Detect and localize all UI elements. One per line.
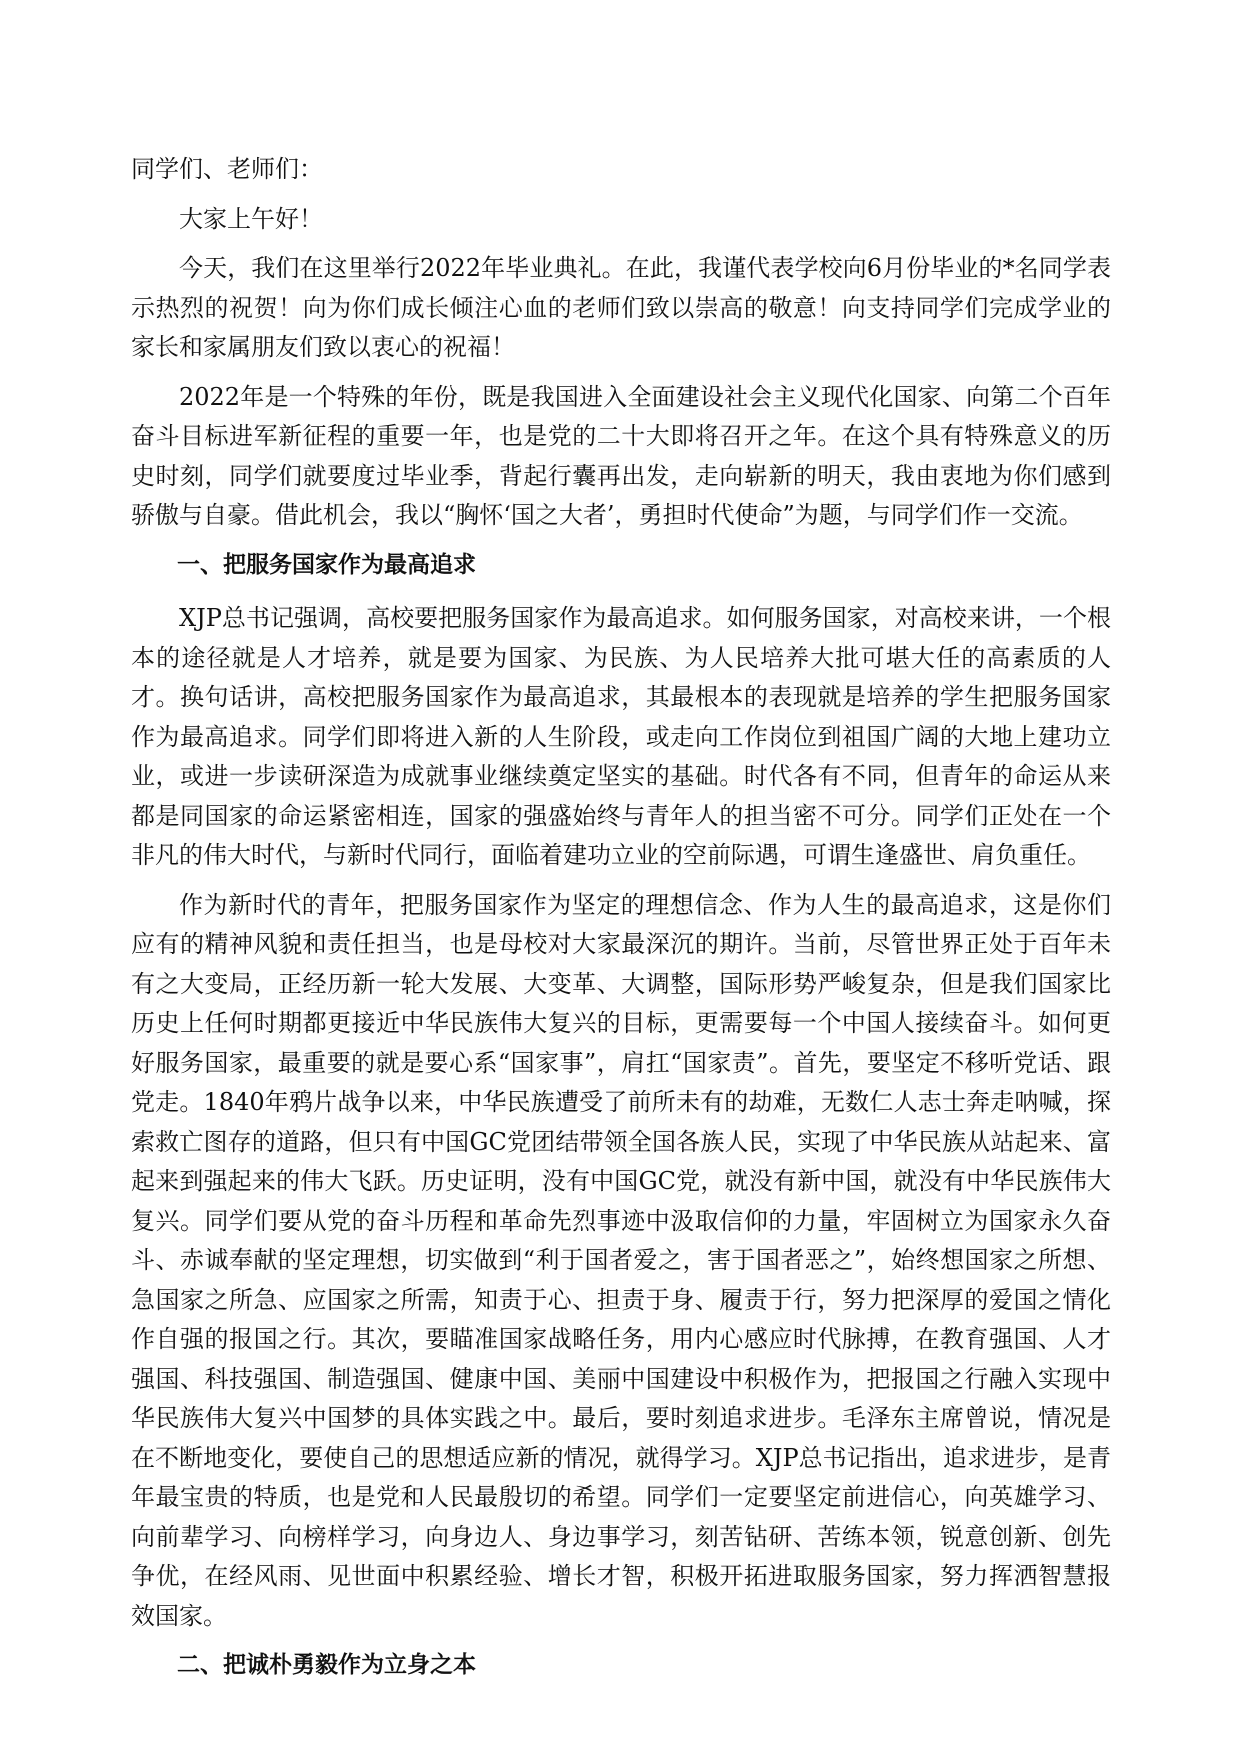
greeting: 大家上午好！ bbox=[179, 204, 323, 233]
section1-paragraph-2: 作为新时代的青年，把服务国家作为坚定的理想信念、作为人生的最高追求，这是你们应有的精神风貌和责任担当，也是母校对大家最深沉的期许。当前，尽管世界正处于百年未有之大变局，正经历新一轮大发展、大变革、大调整，国际形势严峻复杂，但是我们国家比历史上任何时期都更接近中华民族伟大复兴的目标，更需要每一个中国人接续奋斗。如何更好服务国家，最重要的就是要心系“国家事”，肩扛“国家责”。首先，要坚定不移听党话、跟党走。1840年鸦片战争以来，中华民族遭受了前所未有的劫难，无数仁人志士奔走呐喊，探索救亡图存的道路，但只有中国GC党团结带领全国各族人民，实现了中华民族从站起来、富起来到强起来的伟大飞跃。历史证明，没有中国GC党，就没有新中国，就没有中华民族伟大复兴。同学们要从党的奋斗历程和革命先烈事迹中汲取信仰的力量，牢固树立为国家永久奋斗、赤诚奉献的坚定理想，切实做到“利于国者爱之，害于国者恶之”，始终想国家之所想、急国家之所急、应国家之所需，知责于心、担责于身、履责于行，努力把深厚的爱国之情化作自强的报国之行。其次，要瞄准国家战略任务，用内心感应时代脉搏，在教育强国、人才强国、科技强国、制造强国、健康中国、美丽中国建设中积极作为，把报国之行融入实现中华民族伟大复兴中国梦的具体实践之中。最后，要时刻追求进步。毛泽东主席曾说，情况是在不断地变化，要使自己的思想适应新的情况，就得学习。XJP总书记指出，追求进步，是青年最宝贵的特质，也是党和人民最殷切的希望。同学们一定要坚定前进信心，向英雄学习、向前辈学习、向榜样学习，向身边人、身边事学习，刻苦钻研、苦练本领，锐意创新、创先争优，在经风雨、见世面中积累经验、增长才智，积极开拓进取服务国家，努力挥洒智慧报效国家。 bbox=[131, 890, 1111, 1630]
section-heading-1: 一、把服务国家作为最高追求 bbox=[177, 551, 476, 578]
paragraph-opening: 今天，我们在这里举行2022年毕业典礼。在此，我谨代表学校向6月份毕业的*名同学表示热烈的祝贺！向为你们成长倾注心血的老师们致以崇高的敬意！向支持同学们完成学业的家长和家属朋友们致以衷心的祝福！ bbox=[131, 254, 1111, 361]
section-heading-2: 二、把诚朴勇毅作为立身之本 bbox=[177, 1652, 476, 1678]
section1-paragraph-1: XJP总书记强调，高校要把服务国家作为最高追求。如何服务国家，对高校来讲，一个根本的途径就是人才培养，就是要为国家、为民族、为人民培养大批可堪大任的高素质的人才。换句话讲，高校把服务国家作为最高追求，其最根本的表现就是培养的学生把服务国家作为最高追求。同学们即将进入新的人生阶段，或走向工作岗位到祖国广阔的大地上建功立业，或进一步读研深造为成就事业继续奠定坚实的基础。时代各有不同，但青年的命运从来都是同国家的命运紧密相连，国家的强盛始终与青年人的担当密不可分。同学们正处在一个非凡的伟大时代，与新时代同行，面临着建功立业的空前际遇，可谓生逢盛世、肩负重任。 bbox=[131, 604, 1111, 869]
document-page bbox=[131, 150, 1111, 1700]
paragraph-theme: 2022年是一个特殊的年份，既是我国进入全面建设社会主义现代化国家、向第二个百年奋斗目标进军新征程的重要一年，也是党的二十大即将召开之年。在这个具有特殊意义的历史时刻，同学们就要度过毕业季，背起行囊再出发，走向崭新的明天，我由衷地为你们感到骄傲与自豪。借此机会，我以“胸怀‘国之大者’，勇担时代使命”为题，与同学们作一交流。 bbox=[131, 382, 1111, 529]
salutation: 同学们、老师们： bbox=[131, 155, 323, 183]
